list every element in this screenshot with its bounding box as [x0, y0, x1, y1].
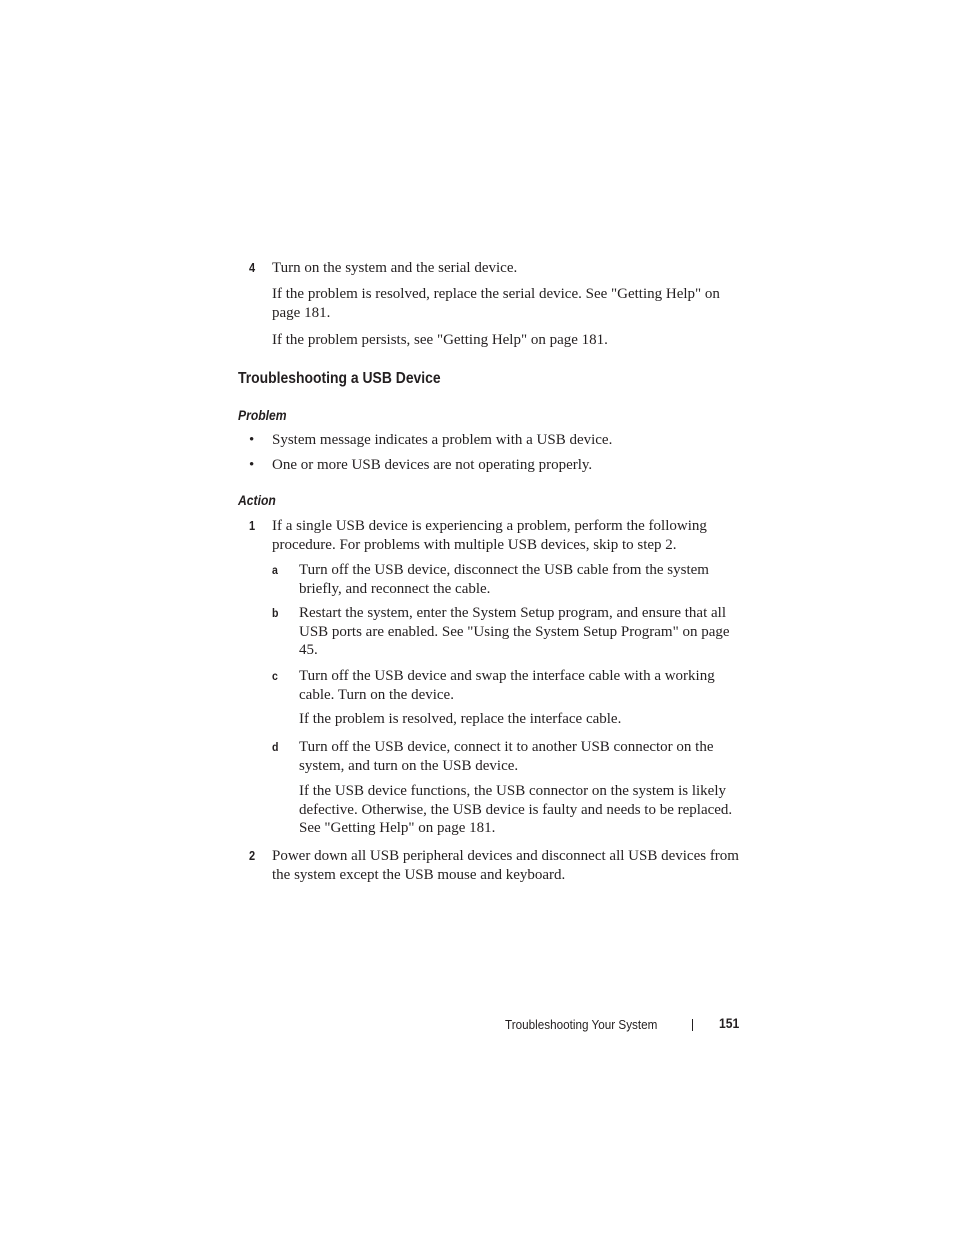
substep-letter-a: a [272, 563, 278, 577]
substep-d-note: If the USB device functions, the USB connector on the system is likely defective. Otherwise, the USB device is faulty and needs to be replaced. See "Getting Help" on page 181. [299, 783, 733, 836]
bullet-marker: • [249, 432, 255, 448]
step-4-note-persists: If the problem persists, see "Getting Help" on page 181. [272, 332, 608, 348]
page-number: 151 [719, 1016, 740, 1031]
substep-letter-d: d [272, 740, 279, 754]
substep-b-text: Restart the system, enter the System Setup program, and ensure that all USB ports are enabled. See "Using the System Setup Program" on page 45. [299, 605, 730, 658]
section-title: Troubleshooting a USB Device [238, 370, 441, 387]
bullet-marker: • [249, 457, 255, 473]
footer-separator [692, 1019, 693, 1031]
problem-item: System message indicates a problem with a USB device. [272, 432, 613, 448]
substep-letter-c: c [272, 669, 278, 683]
problem-item: One or more USB devices are not operating properly. [272, 457, 593, 473]
substep-a-text: Turn off the USB device, disconnect the USB cable from the system briefly, and reconnect the cable. [299, 562, 709, 597]
step-number-1: 1 [249, 519, 256, 533]
step-4-text: Turn on the system and the serial device. [272, 260, 518, 276]
footer-chapter-title: Troubleshooting Your System [505, 1017, 658, 1032]
step-4-note-resolved: If the problem is resolved, replace the serial device. See "Getting Help" on page 181. [272, 286, 720, 321]
problem-heading: Problem [238, 408, 287, 423]
substep-letter-b: b [272, 606, 279, 620]
substep-c-text: Turn off the USB device and swap the interface cable with a working cable. Turn on the device. [299, 668, 715, 703]
step-number-2: 2 [249, 849, 256, 863]
step-number-4: 4 [249, 261, 256, 275]
action-heading: Action [238, 493, 276, 508]
substep-d-text: Turn off the USB device, connect it to another USB connector on the system, and turn on the USB device. [299, 739, 714, 774]
step-2-text: Power down all USB peripheral devices and disconnect all USB devices from the system except the USB mouse and keyboard. [272, 848, 739, 883]
substep-c-note: If the problem is resolved, replace the interface cable. [299, 711, 622, 727]
step-1-text: If a single USB device is experiencing a problem, perform the following procedure. For problems with multiple USB devices, skip to step 2. [272, 518, 707, 553]
